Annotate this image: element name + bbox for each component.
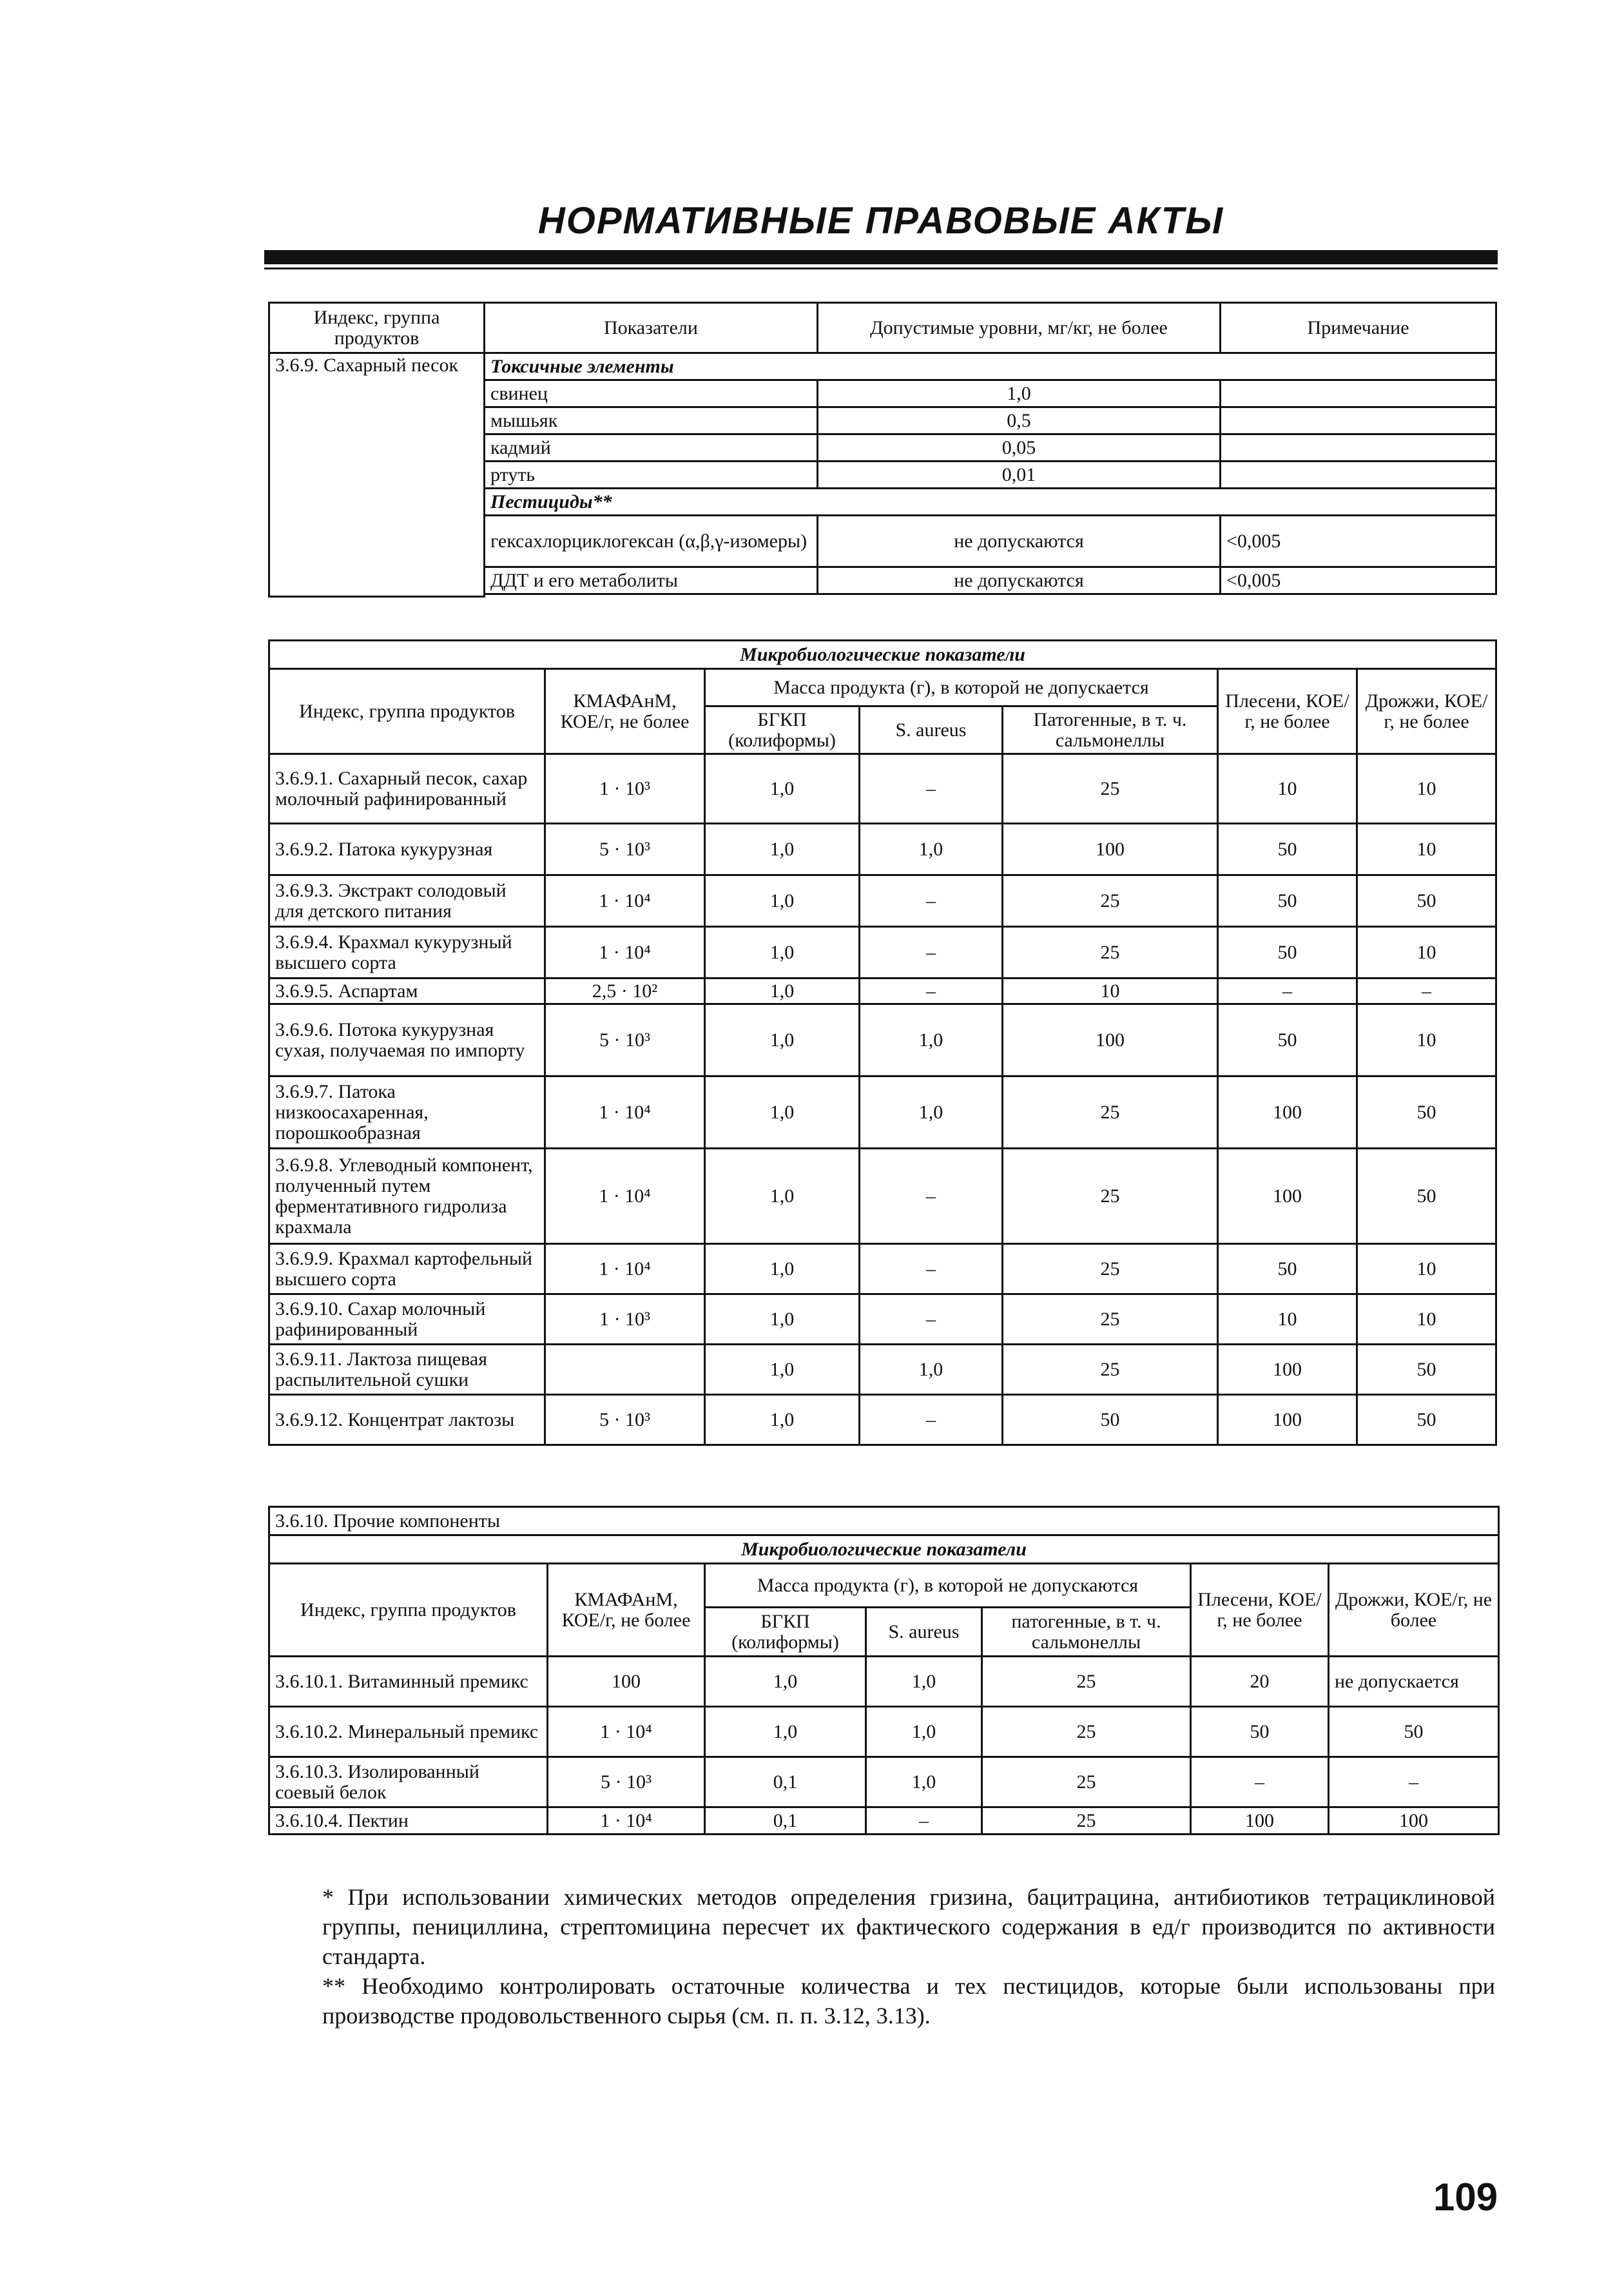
table-row [269,875,1496,927]
row-bgkp: 1,0 [705,1294,860,1345]
row-pathogens: 25 [1003,1076,1218,1149]
header-saureus: S. aureus [860,706,1003,754]
header-pathogens: Патогенные, в т. ч. сальмонеллы [1003,706,1218,754]
table-row [269,1149,1496,1244]
header-pathogens: патогенные, в т. ч. сальмонеллы [982,1608,1191,1657]
row-kmafanm: 1 · 10³ [545,754,705,824]
row-yeasts: 100 [1329,1807,1499,1835]
row-saureus: – [866,1807,982,1835]
row-note [1221,434,1496,462]
table-row [269,1294,1496,1345]
row-pathogens: 25 [1003,927,1218,978]
row-bgkp: 0,1 [705,1807,866,1835]
row-level: 0,05 [818,434,1221,462]
row-bgkp: 1,0 [705,754,860,824]
table-row [269,927,1496,978]
row-bgkp: 1,0 [705,875,860,927]
row-yeasts: 50 [1357,1345,1496,1395]
row-pathogens: 25 [1003,1244,1218,1294]
row-yeasts: 50 [1357,1076,1496,1149]
row-level: 0,5 [818,407,1221,434]
row-bgkp: 0,1 [705,1757,866,1807]
header-note: Примечание [1221,303,1496,353]
row-saureus: – [860,978,1003,1004]
row-saureus: – [860,1395,1003,1445]
footnote-1: * При использовании химических методов определения гризина, бацитрацина, антибиотиков тетрациклиновой группы, пенициллина, стрептомицина пересчет их фактического содержания в ед/г производится по активности стандарта. [322,1884,1495,1969]
row-pathogens: 10 [1003,978,1218,1004]
row-bgkp: 1,0 [705,927,860,978]
page-title: НОРМАТИВНЫЕ ПРАВОВЫЕ АКТЫ [537,200,1224,242]
table-row [269,1076,1496,1149]
row-kmafanm: 5 · 10³ [545,1395,705,1445]
row-bgkp: 1,0 [705,1657,866,1707]
row-name: 3.6.10.3. Изолированный соевый белок [269,1757,548,1807]
group-cell: 3.6.9. Сахарный песок [269,353,485,597]
row-pathogens: 25 [982,1657,1191,1707]
row-pathogens: 100 [1003,824,1218,875]
header-bgkp: БГКП (колиформы) [705,1608,866,1657]
header-kmafanm: КМАФАнМ, КОЕ/г, не более [548,1564,705,1657]
row-kmafanm: 5 · 10³ [548,1757,705,1807]
row-saureus: – [860,927,1003,978]
row-name: 3.6.9.2. Патока кукурузная [269,824,545,875]
row-level: не допускаются [818,567,1221,594]
row-yeasts: 10 [1357,1244,1496,1294]
section-other-components: 3.6.10. Прочие компоненты [269,1507,1499,1535]
section-title: Микробиологические показатели [269,641,1496,669]
row-saureus: 1,0 [860,824,1003,875]
header-mass: Масса продукта (г), в которой не допускается [705,669,1218,706]
section-title: Микробиологические показатели [269,1535,1499,1564]
header-indicators: Показатели [485,303,818,353]
table-row [269,1707,1499,1757]
row-level: не допускаются [818,516,1221,567]
header-molds: Плесени, КОЕ/г, не более [1191,1564,1329,1657]
row-molds: – [1218,978,1357,1004]
row-pathogens: 25 [982,1807,1191,1835]
row-saureus: 1,0 [860,1076,1003,1149]
row-pathogens: 100 [1003,1004,1218,1076]
footnotes [271,1882,1495,2030]
row-molds: 100 [1218,1149,1357,1244]
table-row [269,1244,1496,1294]
row-yeasts: – [1357,978,1496,1004]
row-bgkp: 1,0 [705,1076,860,1149]
microbio-table-3610 [268,1506,1500,1835]
row-saureus: 1,0 [860,1345,1003,1395]
row-yeasts: 50 [1357,1395,1496,1445]
row-yeasts: 10 [1357,824,1496,875]
row-yeasts: 10 [1357,1004,1496,1076]
footnote-2: ** Необходимо контролировать остаточные количества и тех пестицидов, которые были использованы при производстве продовольственного сырья (см. п. п. 3.12, 3.13). [322,1973,1495,2029]
row-yeasts: 50 [1357,875,1496,927]
row-molds: 100 [1218,1345,1357,1395]
header-molds: Плесени, КОЕ/г, не более [1218,669,1357,754]
row-molds: 100 [1218,1395,1357,1445]
row-name: 3.6.10.2. Минеральный премикс [269,1707,548,1757]
row-name: 3.6.9.5. Аспартам [269,978,545,1004]
row-name: мышьяк [485,407,818,434]
row-level: 1,0 [818,380,1221,407]
row-kmafanm: 1 · 10⁴ [548,1807,705,1835]
section-pesticides: Пестициды** [485,489,1496,516]
row-kmafanm: 1 · 10⁴ [545,1244,705,1294]
row-molds: 50 [1218,1244,1357,1294]
row-pathogens: 25 [1003,754,1218,824]
row-bgkp: 1,0 [705,824,860,875]
header-yeasts: Дрожжи, КОЕ/г, не более [1357,669,1496,754]
row-yeasts: – [1329,1757,1499,1807]
row-yeasts: 50 [1357,1149,1496,1244]
microbio-table-369 [268,639,1497,1446]
row-pathogens: 50 [1003,1395,1218,1445]
row-level: 0,01 [818,462,1221,489]
row-saureus: – [860,754,1003,824]
row-molds: – [1191,1757,1329,1807]
header-index: Индекс, группа продуктов [269,1564,548,1657]
header-levels: Допустимые уровни, мг/кг, не более [818,303,1221,353]
row-name: 3.6.9.11. Лактоза пищевая распылительной сушки [269,1345,545,1395]
row-name: 3.6.9.4. Крахмал кукурузный высшего сорта [269,927,545,978]
row-note: <0,005 [1221,516,1496,567]
row-kmafanm: 5 · 10³ [545,824,705,875]
row-kmafanm: 1 · 10⁴ [548,1707,705,1757]
row-bgkp: 1,0 [705,1395,860,1445]
row-kmafanm [545,1345,705,1395]
row-name: 3.6.9.12. Концентрат лактозы [269,1395,545,1445]
toxic-elements-table [268,302,1497,598]
row-yeasts: 50 [1329,1707,1499,1757]
page-number: 109 [1433,2176,1498,2219]
row-saureus: – [860,1294,1003,1345]
row-molds: 50 [1191,1707,1329,1757]
header-bgkp: БГКП (колиформы) [705,706,860,754]
row-name: ртуть [485,462,818,489]
row-kmafanm: 100 [548,1657,705,1707]
table-row [269,1345,1496,1395]
row-name: ДДТ и его метаболиты [485,567,818,594]
row-kmafanm: 1 · 10⁴ [545,927,705,978]
row-name: 3.6.9.3. Экстракт солодовый для детского питания [269,875,545,927]
row-yeasts: 10 [1357,754,1496,824]
row-kmafanm: 5 · 10³ [545,1004,705,1076]
row-note [1221,462,1496,489]
row-saureus: – [860,1149,1003,1244]
row-name: 3.6.9.6. Потока кукурузная сухая, получаемая по импорту [269,1004,545,1076]
row-pathogens: 25 [1003,1149,1218,1244]
row-molds: 50 [1218,875,1357,927]
header-rule-thin [264,268,1498,269]
table-row [269,1004,1496,1076]
header-rule [264,250,1498,264]
row-name: 3.6.9.1. Сахарный песок, сахар молочный рафинированный [269,754,545,824]
row-saureus: – [860,1244,1003,1294]
row-note [1221,380,1496,407]
header-index: Индекс, группа продуктов [269,303,485,353]
row-saureus: 1,0 [866,1657,982,1707]
row-saureus: 1,0 [866,1757,982,1807]
row-kmafanm: 2,5 · 10² [545,978,705,1004]
table-row [269,754,1496,824]
header-yeasts: Дрожжи, КОЕ/г, не более [1329,1564,1499,1657]
row-molds: 10 [1218,754,1357,824]
row-kmafanm: 1 · 10⁴ [545,1149,705,1244]
row-molds: 10 [1218,1294,1357,1345]
row-name: 3.6.10.1. Витаминный премикс [269,1657,548,1707]
row-note [1221,407,1496,434]
row-name: 3.6.9.7. Патока низкоосахаренная, порошкообразная [269,1076,545,1149]
row-molds: 50 [1218,927,1357,978]
row-molds: 20 [1191,1657,1329,1707]
row-yeasts: 10 [1357,927,1496,978]
header-saureus: S. aureus [866,1608,982,1657]
row-kmafanm: 1 · 10⁴ [545,875,705,927]
row-bgkp: 1,0 [705,1004,860,1076]
table-row [269,1395,1496,1445]
row-saureus: – [860,875,1003,927]
row-pathogens: 25 [1003,1294,1218,1345]
row-pathogens: 25 [1003,875,1218,927]
row-yeasts: не допускается [1329,1657,1499,1707]
row-note: <0,005 [1221,567,1496,594]
row-molds: 50 [1218,1004,1357,1076]
page-header [264,200,1498,242]
table-row [269,1807,1499,1835]
row-saureus: 1,0 [860,1004,1003,1076]
section-toxic: Токсичные элементы [485,353,1496,380]
row-name: 3.6.9.10. Сахар молочный рафинированный [269,1294,545,1345]
table-row [269,824,1496,875]
row-bgkp: 1,0 [705,978,860,1004]
row-kmafanm: 1 · 10³ [545,1294,705,1345]
row-bgkp: 1,0 [705,1244,860,1294]
row-bgkp: 1,0 [705,1149,860,1244]
row-name: свинец [485,380,818,407]
row-name: 3.6.9.8. Углеводный компонент, полученный путем ферментативного гидролиза крахмала [269,1149,545,1244]
row-molds: 50 [1218,824,1357,875]
row-bgkp: 1,0 [705,1345,860,1395]
table-row [269,1657,1499,1707]
row-pathogens: 25 [1003,1345,1218,1395]
table-row [269,1757,1499,1807]
row-molds: 100 [1218,1076,1357,1149]
header-kmafanm: КМАФАнМ, КОЕ/г, не более [545,669,705,754]
row-yeasts: 10 [1357,1294,1496,1345]
row-name: 3.6.10.4. Пектин [269,1807,548,1835]
table-row [269,978,1496,1004]
row-pathogens: 25 [982,1707,1191,1757]
row-bgkp: 1,0 [705,1707,866,1757]
row-molds: 100 [1191,1807,1329,1835]
row-pathogens: 25 [982,1757,1191,1807]
header-mass: Масса продукта (г), в которой не допускаются [705,1564,1191,1608]
row-name: кадмий [485,434,818,462]
row-saureus: 1,0 [866,1707,982,1757]
row-name: гексахлорциклогексан (α,β,γ-изомеры) [485,516,818,567]
row-name: 3.6.9.9. Крахмал картофельный высшего сорта [269,1244,545,1294]
row-kmafanm: 1 · 10⁴ [545,1076,705,1149]
header-index: Индекс, группа продуктов [269,669,545,754]
